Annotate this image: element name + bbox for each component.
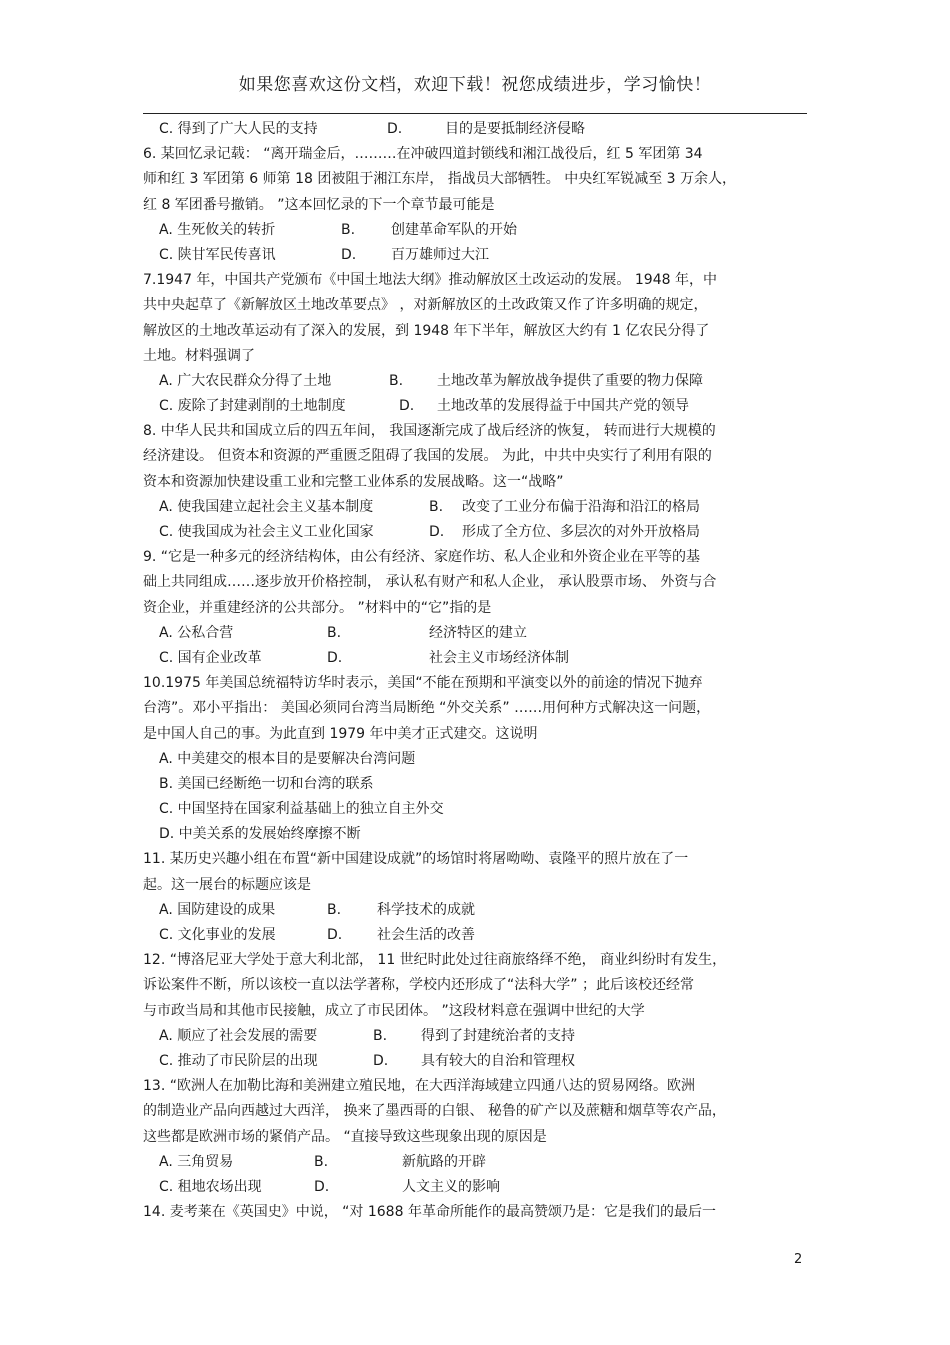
option-line bbox=[143, 495, 807, 520]
option-line: D. 中美关系的发展始终摩擦不断 bbox=[159, 826, 361, 843]
option-letter: D. bbox=[341, 246, 357, 263]
option-letter: D. bbox=[327, 927, 343, 943]
option-left: C. 文化事业的发展 bbox=[159, 927, 276, 943]
option-line bbox=[143, 369, 807, 394]
text-line: 的制造业产品向西越过大西洋， 换来了墨西哥的白银、 秘鲁的矿产以及蔗糖和烟草等农产品， bbox=[143, 1103, 726, 1120]
text-line: 与市政当局和其他市民接触，成立了市民团体。 ”这段材料意在强调中世纪的大学 bbox=[143, 1002, 645, 1019]
option-right: 目的是要抵制经济侵略 bbox=[445, 121, 585, 137]
option-line bbox=[143, 923, 807, 948]
option-line bbox=[143, 621, 807, 646]
text-line: 土地。材料强调了 bbox=[143, 347, 255, 364]
option-line bbox=[143, 520, 807, 545]
option-right: 创建革命军队的开始 bbox=[391, 221, 517, 238]
option-left: C. 推动了市民阶层的出现 bbox=[159, 1052, 318, 1069]
option-letter: B. bbox=[429, 498, 444, 515]
option-left: A. 顺应了社会发展的需要 bbox=[159, 1027, 318, 1044]
option-left: C. 使我国成为社会主义工业化国家 bbox=[159, 524, 374, 540]
page-number: 2 bbox=[794, 1252, 803, 1267]
option-right: 科学技术的成就 bbox=[377, 901, 475, 918]
option-left: C. 得到了广大人民的支持 bbox=[159, 121, 318, 137]
option-letter: D. bbox=[387, 121, 403, 137]
option-right: 具有较大的自治和管理权 bbox=[421, 1052, 575, 1069]
option-left: C. 租地农场出现 bbox=[159, 1178, 262, 1195]
option-right: 人文主义的影响 bbox=[402, 1178, 500, 1195]
option-letter: D. bbox=[327, 649, 343, 666]
option-letter: B. bbox=[341, 221, 356, 238]
option-line bbox=[143, 117, 807, 142]
option-line bbox=[143, 394, 807, 419]
option-letter: B. bbox=[314, 1153, 329, 1170]
option-right: 经济特区的建立 bbox=[429, 624, 527, 641]
option-right: 改变了工业分布偏于沿海和沿江的格局 bbox=[462, 498, 700, 515]
option-line bbox=[143, 898, 807, 923]
option-right: 土地改革为解放战争提供了重要的物力保障 bbox=[437, 372, 703, 389]
text-line: 这些都是欧洲市场的紧俏产品。 “直接导致这些现象出现的原因是 bbox=[143, 1128, 547, 1145]
text-line: 台湾”。邓小平指出： 美国必须同台湾当局断绝 “外交关系” ……用何种方式解决这一问题， bbox=[143, 700, 711, 717]
text-line: 红 8 军团番号撤销。 ”这本回忆录的下一个章节最可能是 bbox=[143, 196, 495, 213]
text-line: 是中国人自己的事。为此直到 1979 年中美才正式建交。这说明 bbox=[143, 725, 538, 742]
text-line: 解放区的土地改革运动有了深入的发展，到 1948 年下半年，解放区大约有 1 亿农民分得了 bbox=[143, 322, 710, 339]
text-line: 7.1947 年，中国共产党颁布《中国土地法大纲》推动解放区土改运动的发展。 1948 年，中 bbox=[143, 272, 717, 289]
option-left: A. 三角贸易 bbox=[159, 1153, 234, 1170]
option-left: C. 国有企业改革 bbox=[159, 649, 262, 666]
option-right: 社会主义市场经济体制 bbox=[429, 649, 569, 666]
option-letter: B. bbox=[327, 901, 342, 918]
option-line bbox=[143, 1049, 807, 1074]
option-letter: D. bbox=[373, 1052, 389, 1069]
option-line bbox=[143, 1175, 807, 1200]
document-header: 如果您喜欢这份文档，欢迎下载！祝您成绩进步，学习愉快！ bbox=[238, 75, 712, 95]
option-right: 新航路的开辟 bbox=[402, 1153, 486, 1170]
option-left: C. 陕甘军民传喜讯 bbox=[159, 246, 276, 263]
option-line bbox=[143, 218, 807, 243]
option-right: 社会生活的改善 bbox=[377, 927, 475, 943]
text-line: 8. 中华人民共和国成立后的四五年间， 我国逐渐完成了战后经济的恢复， 转而进行大规模的 bbox=[143, 423, 716, 440]
option-right: 百万雄师过大江 bbox=[391, 246, 489, 263]
text-line: 10.1975 年美国总统福特访华时表示，美国“不能在预期和平演变以外的前途的情况下抛弃 bbox=[143, 675, 703, 692]
option-left: C. 废除了封建剥削的土地制度 bbox=[159, 398, 346, 415]
option-letter: B. bbox=[389, 372, 404, 389]
text-line: 诉讼案件不断，所以该校一直以法学著称，学校内还形成了“法科大学” ；此后该校还经常 bbox=[143, 977, 694, 994]
text-line: 13. “欧洲人在加勒比海和美洲建立殖民地，在大西洋海域建立四通八达的贸易网络。欧洲 bbox=[143, 1078, 695, 1095]
text-line: 经济建设。 但资本和资源的严重匮乏阻碍了我国的发展。 为此，中共中央实行了利用有限的 bbox=[143, 448, 712, 465]
option-line bbox=[143, 646, 807, 671]
text-line: 师和红 3 军团第 6 师第 18 团被阻于湘江东岸， 指战员大部牺牲。 中央红军锐减至 3 万余人， bbox=[143, 171, 737, 188]
option-right: 形成了全方位、多层次的对外开放格局 bbox=[462, 524, 700, 540]
option-letter: D. bbox=[429, 524, 445, 540]
option-letter: D. bbox=[314, 1178, 330, 1195]
option-right: 得到了封建统治者的支持 bbox=[421, 1027, 575, 1044]
option-line bbox=[143, 243, 807, 268]
option-line: A. 中美建交的根本目的是要解决台湾问题 bbox=[159, 750, 416, 767]
option-left: A. 广大农民群众分得了土地 bbox=[159, 372, 332, 389]
option-line: B. 美国已经断绝一切和台湾的联系 bbox=[159, 775, 374, 792]
text-line: 共中央起草了《新解放区土地改革要点》 ，对新解放区的土改政策又作了许多明确的规定， bbox=[143, 297, 708, 314]
text-line: 6. 某回忆录记载： “离开瑞金后，………在冲破四道封锁线和湘江战役后，红 5 军团第 34 bbox=[143, 146, 703, 163]
option-letter: B. bbox=[373, 1027, 388, 1044]
text-line: 12. “博洛尼亚大学处于意大利北部， 11 世纪时此处过往商旅络绎不绝， 商业纠纷时有发生， bbox=[143, 952, 727, 969]
option-letter: D. bbox=[399, 398, 415, 415]
option-left: A. 生死攸关的转折 bbox=[159, 221, 276, 238]
text-line: 础上共同组成……逐步放开价格控制， 承认私有财产和私人企业， 承认股票市场、 外资与合 bbox=[143, 574, 717, 591]
text-line: 9. “它是一种多元的经济结构体，由公有经济、家庭作坊、私人企业和外资企业在平等的基 bbox=[143, 549, 701, 566]
option-right: 土地改革的发展得益于中国共产党的领导 bbox=[437, 398, 689, 415]
document-body bbox=[143, 117, 807, 1225]
option-line bbox=[143, 1024, 807, 1049]
option-line bbox=[143, 1150, 807, 1175]
option-line: C. 中国坚持在国家利益基础上的独立自主外交 bbox=[159, 801, 444, 818]
option-left: A. 公私合营 bbox=[159, 624, 234, 641]
text-line: 资企业，并重建经济的公共部分。 ”材料中的“它”指的是 bbox=[143, 599, 492, 616]
text-line: 11. 某历史兴趣小组在布置“新中国建设成就”的场馆时将屠呦呦、袁隆平的照片放在了一 bbox=[143, 851, 689, 868]
option-left: A. 使我国建立起社会主义基本制度 bbox=[159, 498, 374, 515]
header-rule bbox=[143, 113, 807, 114]
option-letter: B. bbox=[327, 624, 342, 641]
text-line: 起。这一展台的标题应该是 bbox=[143, 876, 311, 893]
text-line: 资本和资源加快建设重工业和完整工业体系的发展战略。这一“战略” bbox=[143, 473, 564, 490]
text-line: 14. 麦考莱在《英国史》中说， “对 1688 年革命所能作的最高赞颂乃是：它是我们的最后一 bbox=[143, 1204, 716, 1221]
option-left: A. 国防建设的成果 bbox=[159, 901, 276, 918]
